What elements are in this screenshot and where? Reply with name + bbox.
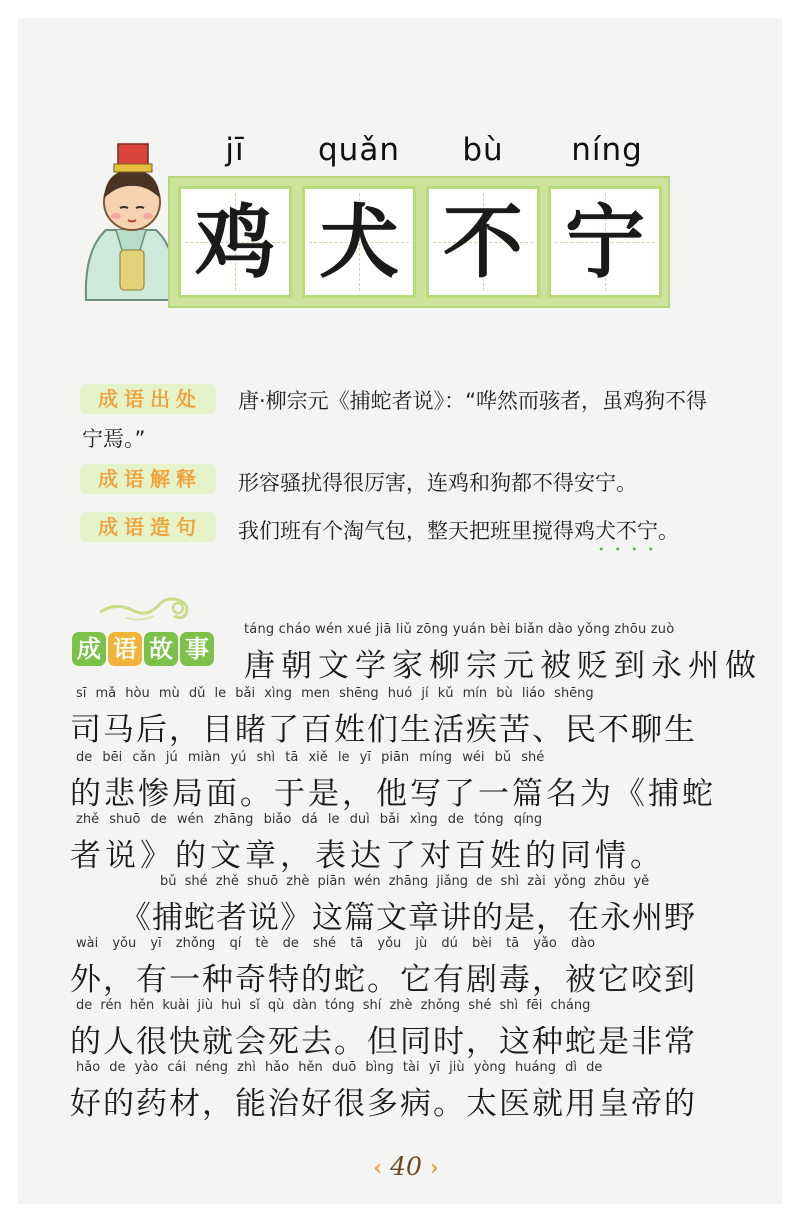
example-label-badge	[80, 510, 216, 544]
title-cell	[302, 186, 416, 298]
story-text-line	[0, 768, 800, 812]
hanzi-text: 的人很快就会死去。但同时，这种蛇是非常	[70, 1024, 697, 1060]
idiom-title-frame	[168, 176, 670, 308]
source-label-badge	[80, 382, 216, 416]
story-text-line	[0, 830, 800, 874]
source-text-line1: 唐·柳宗元《捕蛇者说》：“哗然而骇者，虽鸡狗不得	[238, 389, 708, 413]
title-char: 宁	[565, 196, 645, 289]
title-cell	[426, 186, 540, 298]
story-text-line	[0, 640, 800, 684]
pinyin-text: sī mǎ hòu mù dǔ le bǎi xìng men shēng huó jí kǔ mín bù liáo shēng	[76, 686, 594, 701]
pinyin-text: de bēi cǎn jú miàn yú shì tā xiě le yī piān míng wéi bǔ shé	[76, 750, 545, 765]
story-badge-char: 成	[72, 632, 106, 666]
hanzi-text: 司马后，目睹了百姓们生活疾苦、民不聊生	[70, 712, 697, 748]
title-cell	[548, 186, 662, 298]
chevron-right-icon: ›	[429, 1155, 439, 1181]
pinyin-text: hǎo de yào cái néng zhì hǎo hěn duō bìng tài yī jiù yòng huáng dì de	[76, 1060, 603, 1075]
hanzi-text: 外，有一种奇特的蛇。它有剧毒，被它咬到	[70, 962, 697, 998]
pinyin-text: wài yǒu yī zhǒng qí tè de shé tā yǒu jù dú bèi tā yǎo dào	[76, 936, 596, 951]
story-badge-char: 语	[108, 632, 142, 666]
title-cell	[178, 186, 292, 298]
pinyin-text: de rén hěn kuài jiù huì sǐ qù dàn tóng shí zhè zhǒng shé shì fēi cháng	[76, 998, 591, 1013]
page-number	[366, 1152, 446, 1181]
chevron-left-icon: ‹	[373, 1155, 383, 1181]
example-text: 我们班有个淘气包，整天把班里搅得鸡犬不宁。	[238, 519, 679, 543]
hanzi-text: 的悲惨局面。于是，他写了一篇名为《捕蛇	[70, 776, 716, 812]
meaning-text: 形容骚扰得很厉害，连鸡和狗都不得安宁。	[238, 471, 637, 495]
meaning-label-badge	[80, 462, 216, 496]
page-number-value: 40	[390, 1152, 422, 1181]
story-badge-char: 事	[180, 632, 214, 666]
story-pinyin-line	[0, 812, 800, 832]
title-pinyin-2: quǎn	[318, 132, 400, 168]
hanzi-text: 《捕蛇者说》这篇文章讲的是，在永州野	[120, 900, 696, 936]
title-char: 不	[443, 196, 523, 289]
title-char: 鸡	[195, 196, 275, 289]
title-pinyin-row	[176, 132, 676, 176]
hanzi-text: 者说》的文章，表达了对百姓的同情。	[70, 838, 665, 874]
title-pinyin-1: jī	[225, 132, 245, 168]
story-pinyin-line	[0, 686, 800, 706]
story-text-line	[0, 954, 800, 998]
story-pinyin-line	[0, 750, 800, 770]
title-pinyin-3: bù	[462, 132, 504, 168]
story-text-line	[0, 1078, 800, 1122]
story-badge-char: 故	[144, 632, 178, 666]
example-label: 成语造句	[98, 515, 202, 539]
meaning-label: 成语解释	[98, 467, 202, 491]
emphasis-dots: ••••	[598, 543, 664, 556]
story-text-line	[0, 1016, 800, 1060]
pinyin-text: zhě shuō de wén zhāng biǎo dá le duì bǎi xìng de tóng qíng	[76, 812, 543, 827]
story-text-line	[0, 704, 800, 748]
story-text-line	[0, 892, 800, 936]
story-pinyin-line	[0, 874, 800, 894]
title-char: 犬	[319, 196, 399, 289]
story-pinyin-line	[0, 622, 800, 642]
pinyin-text: táng cháo wén xué jiā liǔ zōng yuán bèi biǎn dào yǒng zhōu zuò	[244, 622, 675, 637]
source-label: 成语出处	[98, 387, 202, 411]
story-pinyin-line	[0, 936, 800, 956]
hanzi-text: 好的药材，能治好很多病。太医就用皇帝的	[70, 1086, 697, 1122]
hanzi-text: 唐朝文学家柳宗元被贬到永州做	[244, 648, 762, 684]
title-pinyin-4: níng	[571, 132, 643, 168]
story-pinyin-line	[0, 1060, 800, 1080]
pinyin-text: bǔ shé zhě shuō zhè piān wén zhāng jiǎng de shì zài yǒng zhōu yě	[160, 874, 650, 889]
source-text-line2: 宁焉。”	[82, 427, 146, 451]
cloud-swirl-icon	[96, 590, 206, 624]
story-pinyin-line	[0, 998, 800, 1018]
